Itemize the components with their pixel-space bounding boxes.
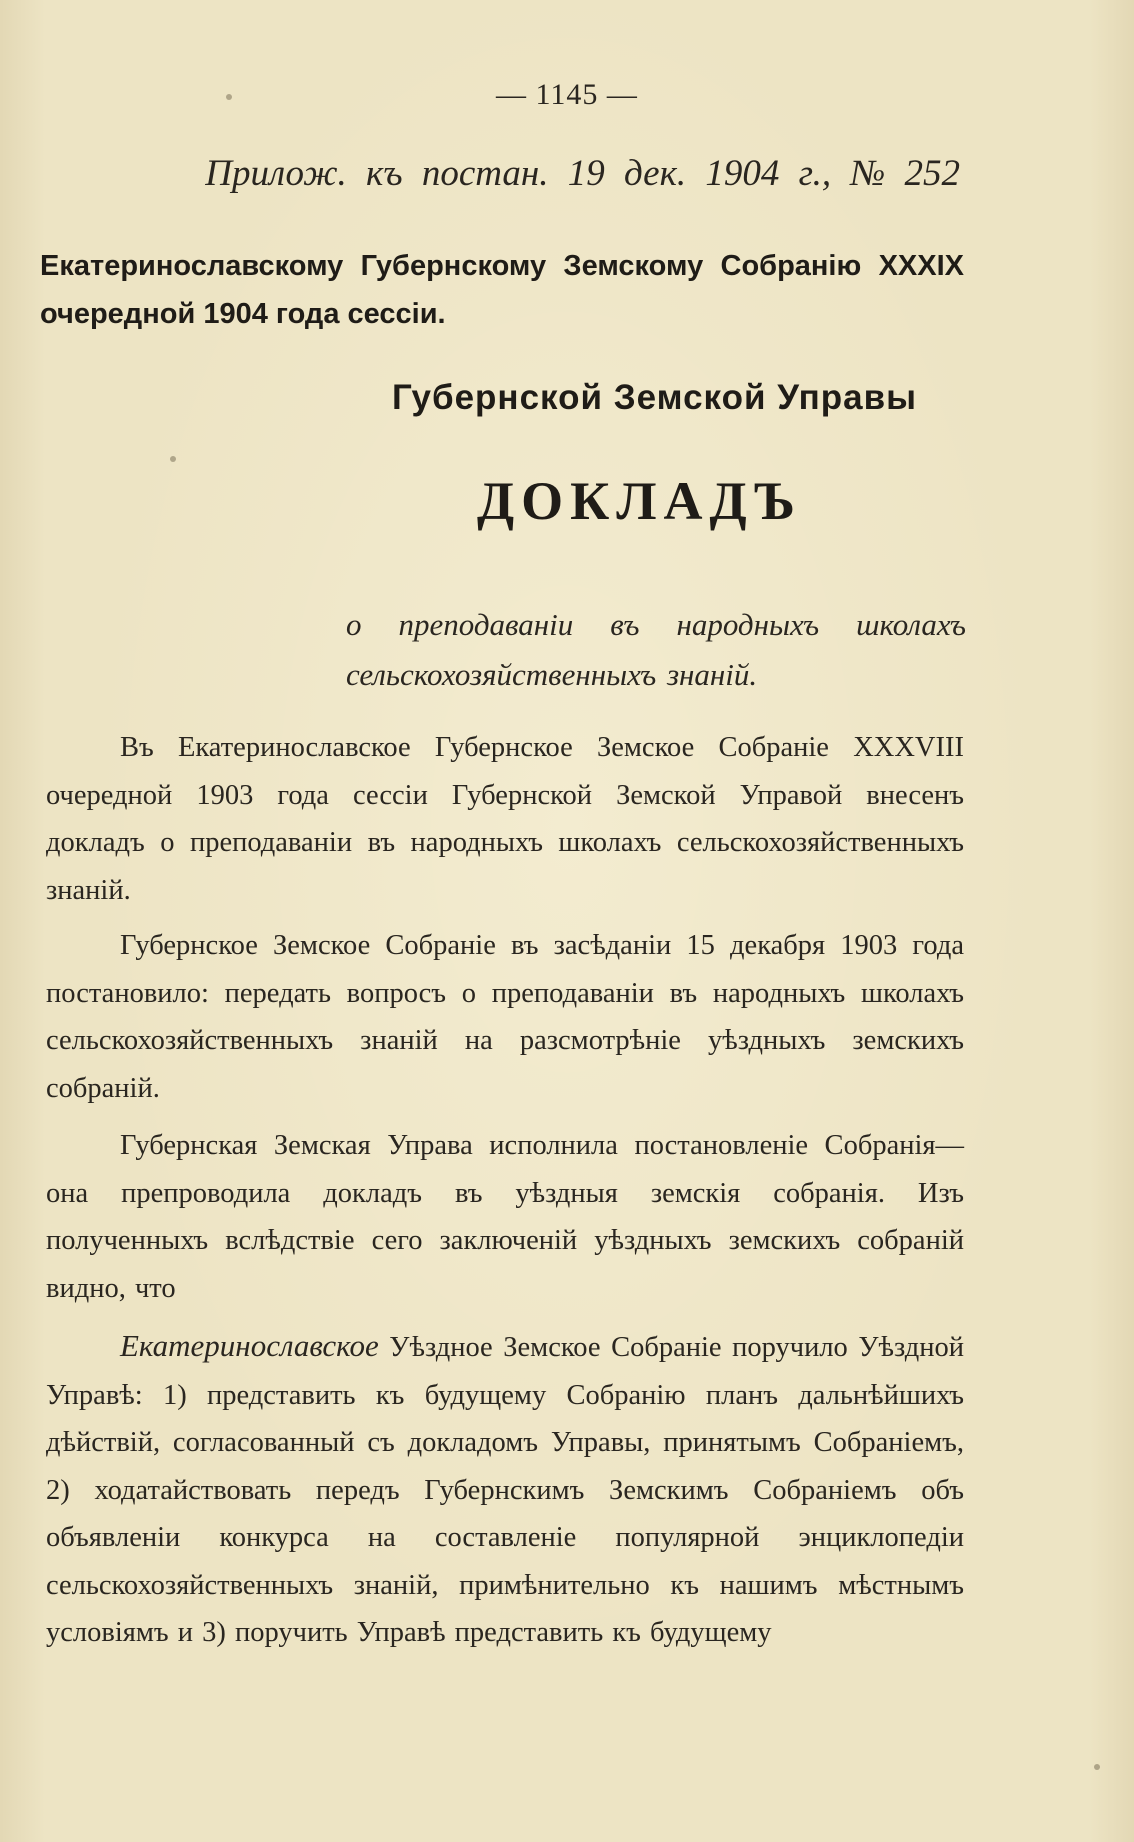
paragraph-4-body: Уѣздное Земское Собраніе поручило Уѣздной Управѣ: 1) представить къ будущему Собранію планъ дальнѣйшихъ дѣйствій, согласованный съ докладомъ Управы, принятымъ Собраніемъ, 2) ходатайствовать передъ Губернскимъ Земскимъ Собраніемъ объ объявленіи конкурса на составленіе популярной энциклопедіи сельскохозяйственныхъ знаній, примѣнительно къ нашимъ мѣстнымъ условіямъ и 3) поручить Управѣ представить къ будущему (46, 1332, 964, 1648)
document-title: ДОКЛАДЪ (476, 471, 802, 531)
appendix-reference: Прилож. къ постан. 19 дек. 1904 г., № 252 (205, 153, 960, 194)
paragraph-2: Губернское Земское Собраніе въ засѣданіи 15 декабря 1903 года постановило: передать вопросъ о преподаваніи въ народныхъ школахъ сельскохозяйственныхъ знаній на разсмотрѣніе уѣздныхъ земскихъ собраній. (46, 930, 964, 1104)
addressee-heading: Екатеринославскому Губернскому Земскому Собранію XXXIX очередной 1904 года сессіи. (40, 250, 964, 330)
document-subject: о преподаваніи въ народныхъ школахъ сельскохозяйственныхъ знаній. (346, 607, 966, 692)
issuer-heading: Губернской Земской Управы (392, 378, 918, 417)
paragraph-4-lead: Екатеринославское (120, 1328, 379, 1363)
paragraph-4 (46, 1322, 964, 1657)
speck-mark (226, 94, 232, 100)
page-number: — 1145 — (496, 78, 638, 111)
speck-mark (170, 456, 176, 462)
paragraph-1: Въ Екатеринославское Губернское Земское Собраніе XXXVIII очередной 1903 года сессіи Губернской Земской Управой внесенъ докладъ о преподаваніи въ народныхъ школахъ сельскохозяйственныхъ знаній. (46, 732, 964, 906)
speck-mark (1094, 1764, 1100, 1770)
paragraph-3: Губернская Земская Управа исполнила постановленіе Собранія—она препроводила докладъ въ уѣздныя земскія собранія. Изъ полученныхъ вслѣдствіе сего заключеній уѣздныхъ земскихъ собраній видно, что (46, 1130, 964, 1304)
